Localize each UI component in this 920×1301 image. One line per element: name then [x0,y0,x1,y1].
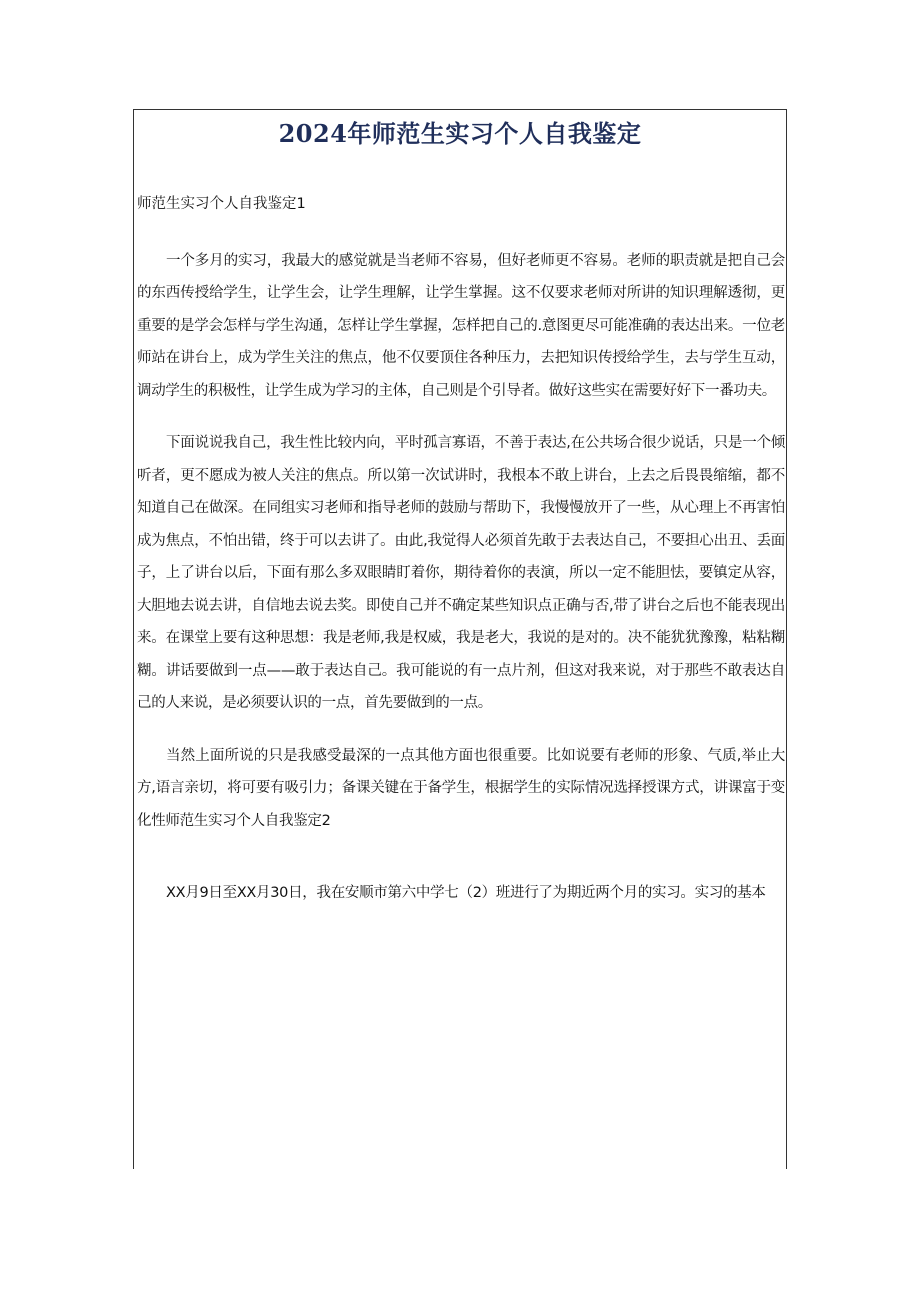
document-title: 2024年师范生实习个人自我鉴定 [278,119,642,148]
paragraph-2: 下面说说我自己，我生性比较内向，平时孤言寡语，不善于表达,在公共场合很少说话，只是一个倾听者，更不愿成为被人关注的焦点。所以第一次试讲时，我根本不敢上讲台，上去之后畏畏缩缩，都不知道自己在做深。在同组实习老师和指导老师的鼓励与帮助下，我慢慢放开了一些，从心理上不再害怕成为焦点，不怕出错，终于可以去讲了。由此,我觉得人必须首先敢于去表达自己，不要担心出丑、丢面子，上了讲台以后，下面有那么多双眼睛盯着你，期待着你的表演，所以一定不能胆怯，要镇定从容，大胆地去说去讲，自信地去说去奖。即使自己并不确定某些知识点正确与否,带了讲台之后也不能表现出来。在课堂上要有这种思想：我是老师,我是权威，我是老大，我说的是对的。决不能犹犹豫豫，粘粘糊糊。讲话要做到一点——敢于表达自己。我可能说的有一点片剂，但这对我来说，对于那些不敢表达自己的人来说，是必须要认识的一点，首先要做到的一点。 [137,435,785,711]
paragraph-3-text: 当然上面所说的只是我感受最深的一点其他方面也很重要。比如说要有老师的形象、气质,举止大方,语言亲切，将可要有吸引力；备课关键在于备学生，根据学生的实际情况选择授课方式，讲课富于变化性 [137,747,785,829]
section-heading-1: 师范生实习个人自我鉴定1 [137,196,306,212]
paragraph-1: 一个多月的实习，我最大的感觉就是当老师不容易，但好老师更不容易。老师的职责就是把自己会的东西传授给学生，让学生会，让学生理解，让学生掌握。这不仅要求老师对所讲的知识理解透彻，更重要的是学会怎样与学生沟通，怎样让学生掌握，怎样把自己的.意图更尽可能准确的表达出来。一位老师站在讲台上，成为学生关注的焦点，他不仅要顶住各种压力，去把知识传授给学生，去与学生互动，调动学生的积极性，让学生成为学习的主体，自己则是个引导者。做好这些实在需要好好下一番功夫。 [137,252,785,399]
paragraph-4: XX月9日至XX月30日，我在安顺市第六中学七（2）班进行了为期近两个月的实习。实习的基本 [166,885,766,901]
section-heading-2: 师范生实习个人自我鉴定2 [165,812,331,829]
document-body [137,188,785,910]
paragraph-3 [137,740,785,838]
